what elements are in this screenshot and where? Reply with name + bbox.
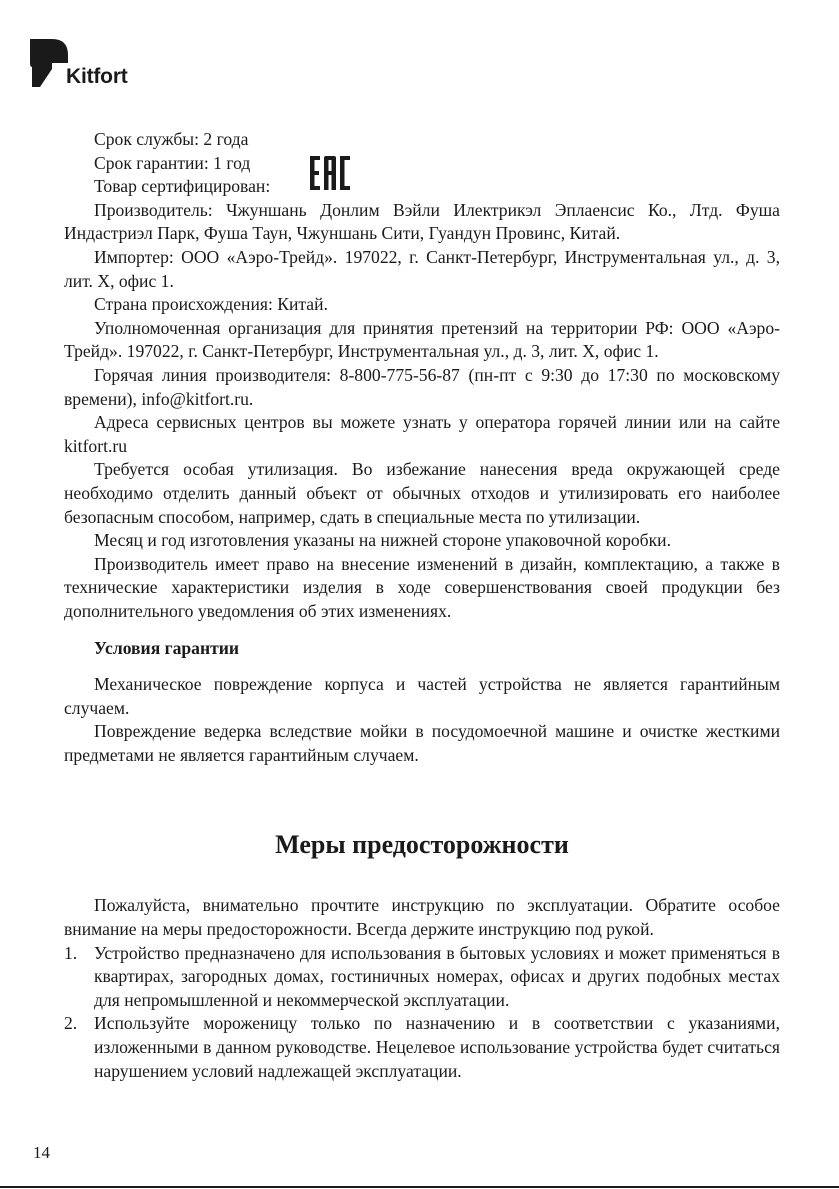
changes-notice-paragraph: Производитель имеет право на внесение изменений в дизайн, комплектацию, а также в технические характеристики изделия в ходе совершенствования своей продукции без дополнительного уведомления об этих изменениях.: [64, 553, 780, 621]
kitfort-wordmark: Kitfort: [66, 65, 128, 88]
manufacture-date-paragraph: Месяц и год изготовления указаны на нижней стороне упаковочной коробки.: [94, 530, 671, 551]
kitfort-logo: [30, 37, 150, 92]
warranty-condition-2: Повреждение ведерка вследствие мойки в посудомоечной машине и очистке жесткими предметами не является гарантийным случаем.: [64, 721, 780, 765]
list-item-number: 1.: [64, 942, 78, 963]
specs-block: [64, 128, 780, 199]
list-item: [64, 942, 780, 1013]
warranty-conditions-heading: Условия гарантии: [94, 638, 240, 659]
importer-paragraph: Импортер: ООО «Аэро-Трейд». 197022, г. Санкт-Петербург, Инструментальная ул., д. 3, лит. Х, офис 1.: [64, 246, 780, 291]
eac-certification-mark: [309, 154, 351, 192]
list-item: [64, 1012, 780, 1083]
precautions-title: Меры предосторожности: [275, 830, 569, 860]
precautions-intro: Пожалуйста, внимательно прочтите инструкцию по эксплуатации. Обратите особое внимание на меры предосторожности. Всегда держите инструкцию под рукой.: [64, 895, 780, 940]
bottom-divider: [0, 1186, 839, 1188]
disposal-paragraph: Требуется особая утилизация. Во избежание нанесения вреда окружающей среде необходимо отделить данный объект от обычных отходов и утилизировать его наиболее безопасным способом, например, сдать в специальные места по утилизации.: [64, 459, 780, 527]
claims-organization-paragraph: Уполномоченная организация для принятия претензий на территории РФ: ООО «Аэро-Трейд». 197022, г. Санкт-Петербург, Инструментальная ул., д. 3, лит. Х, офис 1.: [64, 317, 780, 362]
warranty-period: Срок гарантии: 1 год: [94, 152, 251, 173]
manufacturer-paragraph: Производитель: Чжуншань Донлим Вэйли Илектрикэл Эплаенсис Ко., Лтд. Фуша Индастриэл Парк, Фуша Таун, Чжуншань Сити, Гуандун Провинс, Китай.: [64, 199, 780, 244]
page-number: 14: [33, 1143, 50, 1162]
list-item-number: 2.: [64, 1013, 78, 1034]
kitfort-logo-mark: [30, 37, 70, 89]
precautions-list: [64, 942, 780, 1084]
service-life: Срок службы: 2 года: [94, 129, 249, 149]
warranty-condition-1: Механическое повреждение корпуса и частей устройства не является гарантийным случаем.: [64, 674, 780, 718]
hotline-paragraph: Горячая линия производителя: 8-800-775-56-87 (пн-пт с 9:30 до 17:30 по московскому времени), info@kitfort.ru.: [64, 364, 780, 409]
service-centers-paragraph: Адреса сервисных центров вы можете узнать у оператора горячей линии или на сайте kitfort.ru: [64, 412, 780, 456]
origin-paragraph: Страна происхождения: Китай.: [94, 294, 328, 315]
list-item-text: Устройство предназначено для использования в бытовых условиях и может применяться в квартирах, загородных домах, гостиничных номерах, офисах и других подобных местах для непромышленной и некоммерческой эксплуатации.: [94, 942, 780, 1010]
certified-label: Товар сертифицирован:: [94, 176, 271, 197]
document-body: [64, 128, 780, 1083]
list-item-text: Используйте мороженицу только по назначению и в соответствии с указаниями, изложенными в данном руководстве. Нецелевое использование устройства будет считаться нарушением условий надлежащей эксплуатации.: [94, 1013, 780, 1081]
